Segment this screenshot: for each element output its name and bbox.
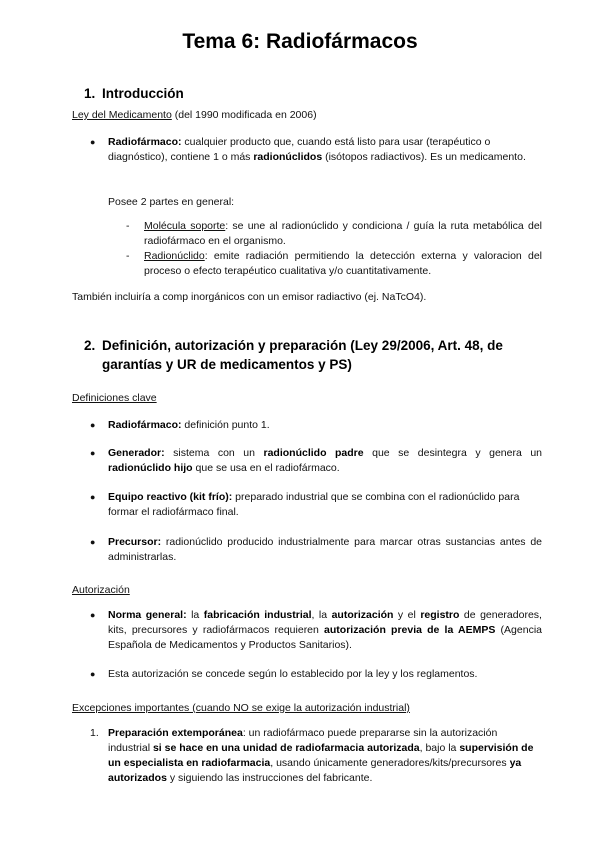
term-radiofarmaco: Radiofármaco: — [108, 136, 182, 148]
section-1-number: 1. — [84, 86, 96, 101]
list-number: 1. — [90, 727, 99, 739]
list-item-radiofarmaco: ● Radiofármaco: cualquier producto que, cuando está listo para usar (terapéutico o diagnóstico), contiene 1 o más radionúclidos (isótopos radiactivos). Es un medicamento. — [90, 136, 526, 163]
list-item-norma-general: ● Norma general: la fabricación industrial, la autorización y el registro de generadores, kits, precursores y radiofármacos requieren autorización previa de la AEMPS (Agencia Española de Medicamentos y Productos Sanitarios). — [90, 609, 542, 651]
list-item-molecula-soporte: - Molécula soporte: se une al radionúclido y condiciona / guía la ruta metabólica del radiofármaco en el organismo. — [126, 220, 542, 247]
bullet-dot: ● — [90, 137, 96, 147]
bullet-dot: ● — [90, 537, 96, 547]
authorization-label: Autorización — [72, 584, 130, 596]
bullet-dot: ● — [90, 492, 96, 502]
list-item-def-equipo-reactivo: ● Equipo reactivo (kit frío): preparado industrial que se combina con el radionúclido para formar el radiofármaco final. — [90, 491, 520, 518]
term-molecula-soporte: Molécula soporte — [144, 220, 226, 232]
list-item-def-generador: ● Generador: sistema con un radionúclido padre que se desintegra y genera un radionúclido hijo que se usa en el radiofármaco. — [90, 447, 543, 474]
parts-intro: Posee 2 partes en general: — [108, 196, 235, 208]
list-item-autorizacion-ley: ● Esta autorización se concede según lo establecido por la ley y los reglamentos. — [90, 668, 478, 680]
list-item-def-precursor: ● Precursor: radionúclido producido industrialmente para marcar otras sustancias antes de administrarlas. — [90, 536, 542, 563]
term-radionuclido: Radionúclido — [144, 250, 205, 262]
bullet-dot: ● — [90, 448, 96, 458]
exceptions-label: Excepciones importantes (cuando NO se exige la autorización industrial) — [72, 702, 410, 714]
law-reference-rest: (del 1990 modificada en 2006) — [171, 109, 317, 121]
list-item-radionuclido: - Radionúclido: emite radiación permitiendo la detección externa y valoracion del proceso o efecto terapéutico cualitativa y/o cuantitativamente. — [126, 250, 542, 277]
section-2-number: 2. — [84, 338, 96, 353]
also-note: También incluiría a comp inorgánicos con un emisor radiactivo (ej. NaTcO4). — [72, 291, 427, 303]
section-1-heading — [84, 84, 184, 103]
page-title: Tema 6: Radiofármacos — [182, 30, 418, 53]
bullet-dot: ● — [90, 610, 96, 620]
bullet-dot: ● — [90, 669, 96, 679]
section-1-title: Introducción — [102, 86, 184, 101]
section-2-title-line1: Definición, autorización y preparación (Ley 29/2006, Art. 48, de — [102, 338, 503, 353]
law-link[interactable]: Ley del Medicamento — [72, 109, 172, 121]
list-item-def-radiofarmaco: ● Radiofármaco: definición punto 1. — [90, 419, 270, 431]
definitions-label: Definiciones clave — [72, 392, 157, 404]
dash-mark: - — [126, 250, 130, 262]
bullet-dot: ● — [90, 420, 96, 430]
list-item-preparacion-extemporanea: 1. Preparación extemporánea: un radiofármaco puede prepararse sin la autorización industrial si se hace en una unidad de radiofarmacia autorizada, bajo la supervisión de un especialista en radiofarmacia, usando únicamente generadores/kits/precursores ya autorizados y siguiendo las instrucciones del fabricante. — [90, 727, 534, 784]
section-2-heading — [84, 336, 544, 374]
section-2-title-line2: garantías y UR de medicamentos y PS) — [102, 357, 352, 372]
dash-mark: - — [126, 220, 130, 232]
law-reference — [72, 108, 317, 123]
